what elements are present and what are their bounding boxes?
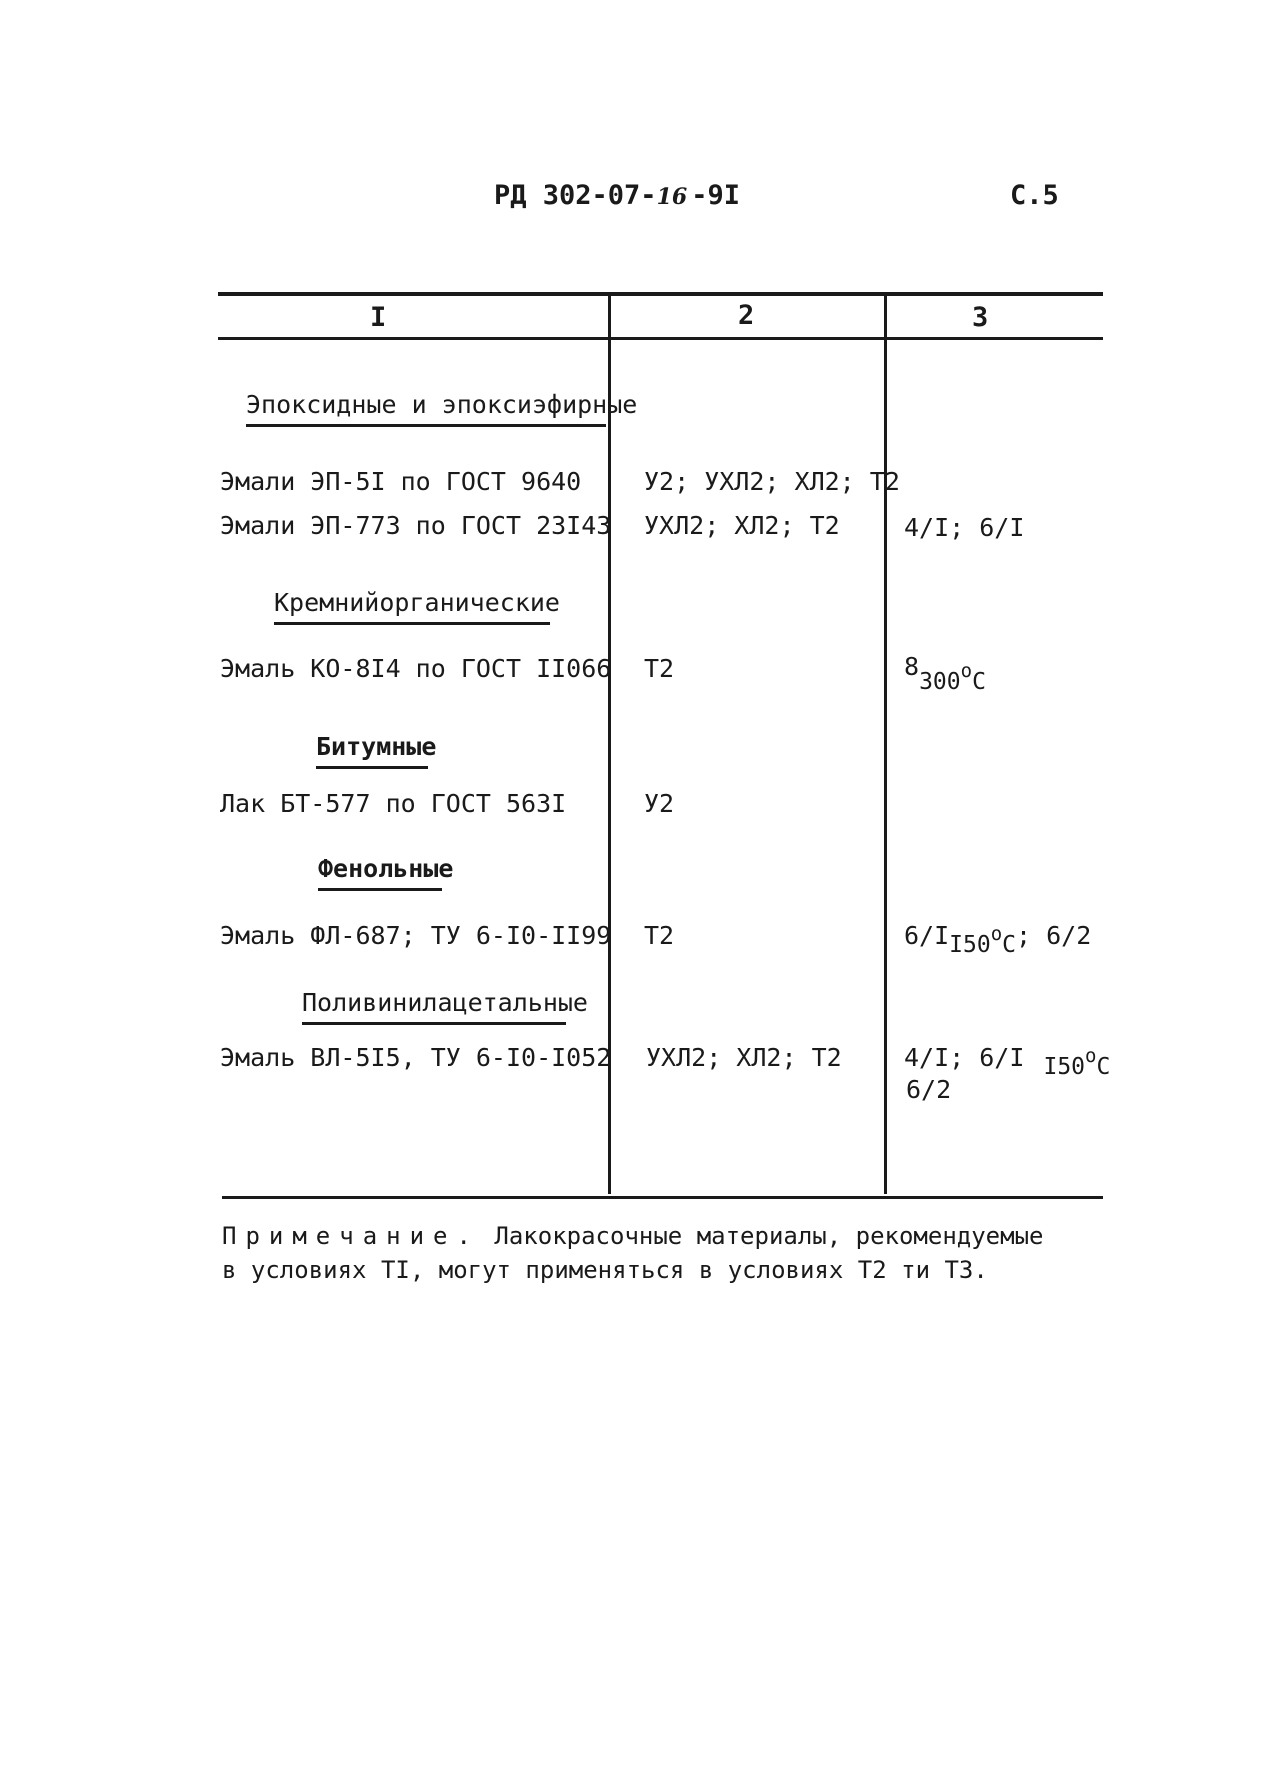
note-label: Примечание. <box>222 1222 480 1250</box>
section-underline <box>274 622 550 625</box>
table-row-material: Эмали ЭП-5I по ГОСТ 9640 <box>220 467 582 496</box>
column-divider-2 <box>884 294 887 1194</box>
section-underline <box>316 766 428 769</box>
temperature-unit: C <box>1096 1054 1111 1080</box>
table-row-climate: Т2 <box>644 654 675 683</box>
table-row-group <box>904 652 986 695</box>
temperature-value: 300 <box>919 669 961 695</box>
note-line-1 <box>222 1222 1043 1250</box>
section-title-epoxy: Эпоксидные и эпоксиэфирные <box>246 390 638 419</box>
table-row-climate: УХЛ2; ХЛ2; Т2 <box>646 1043 842 1072</box>
note-text-1: Лакокрасочные материалы, рекомендуемые <box>479 1222 1044 1250</box>
table-row-group-line2: 6/2 <box>906 1075 952 1104</box>
degree-mark: o <box>990 923 1003 945</box>
note-line-2: в условиях ТI, могут применяться в условиях Т2 ти Т3. <box>222 1256 988 1284</box>
table-row-material: Лак БТ-577 по ГОСТ 563I <box>220 789 567 818</box>
table-bottom-border <box>222 1196 1103 1199</box>
section-underline <box>246 424 606 427</box>
table-row-climate: Т2 <box>644 921 675 950</box>
section-title-silicone: Кремнийорганические <box>274 588 560 617</box>
table-row-group <box>904 1043 1111 1080</box>
table-row-climate: У2; УХЛ2; ХЛ2; Т2 <box>644 467 900 496</box>
column-header-1: I <box>370 302 387 333</box>
group-value: 4/I; 6/I <box>904 1043 1025 1072</box>
table-row-climate: У2 <box>644 789 675 818</box>
table-row-material: Эмаль КО-8I4 по ГОСТ II066 <box>220 654 612 683</box>
degree-mark: o <box>1085 1045 1097 1067</box>
section-title-polyvinyl: Поливинилацетальные <box>302 988 588 1017</box>
table-row-group <box>904 921 1092 958</box>
table-row-material: Эмаль ФЛ-687; ТУ 6-I0-II99 <box>220 921 612 950</box>
document-code-suffix: -9I <box>691 180 740 211</box>
table-row-climate: УХЛ2; ХЛ2; Т2 <box>644 511 840 540</box>
temperature-unit: C <box>972 669 986 695</box>
section-underline <box>302 1022 566 1025</box>
page-number: С.5 <box>1010 180 1059 211</box>
document-code <box>494 180 740 211</box>
table-row-material: Эмали ЭП-773 по ГОСТ 23I43 <box>220 511 612 540</box>
document-code-prefix: РД 302-07- <box>494 180 657 211</box>
section-title-bitumen: Битумные <box>316 732 437 761</box>
group-value: 6/I <box>904 921 950 950</box>
section-underline <box>318 888 442 891</box>
table-row-material: Эмаль ВЛ-5I5, ТУ 6-I0-I052 <box>220 1043 612 1072</box>
column-header-3: 3 <box>972 302 989 333</box>
temperature-value: I50 <box>949 932 991 958</box>
table-row-group: 4/I; 6/I <box>904 513 1025 542</box>
column-header-2: 2 <box>738 300 755 331</box>
group-value-2: ; 6/2 <box>1016 921 1092 950</box>
degree-mark: o <box>960 660 973 682</box>
document-code-handwritten: 16 <box>656 184 688 210</box>
temperature-unit: C <box>1002 932 1017 958</box>
table-header-divider <box>218 337 1103 340</box>
temperature-value: I50 <box>1043 1054 1086 1080</box>
section-title-phenolic: Фенольные <box>318 854 454 883</box>
table-top-border <box>218 292 1103 296</box>
group-value: 8 <box>904 652 920 681</box>
